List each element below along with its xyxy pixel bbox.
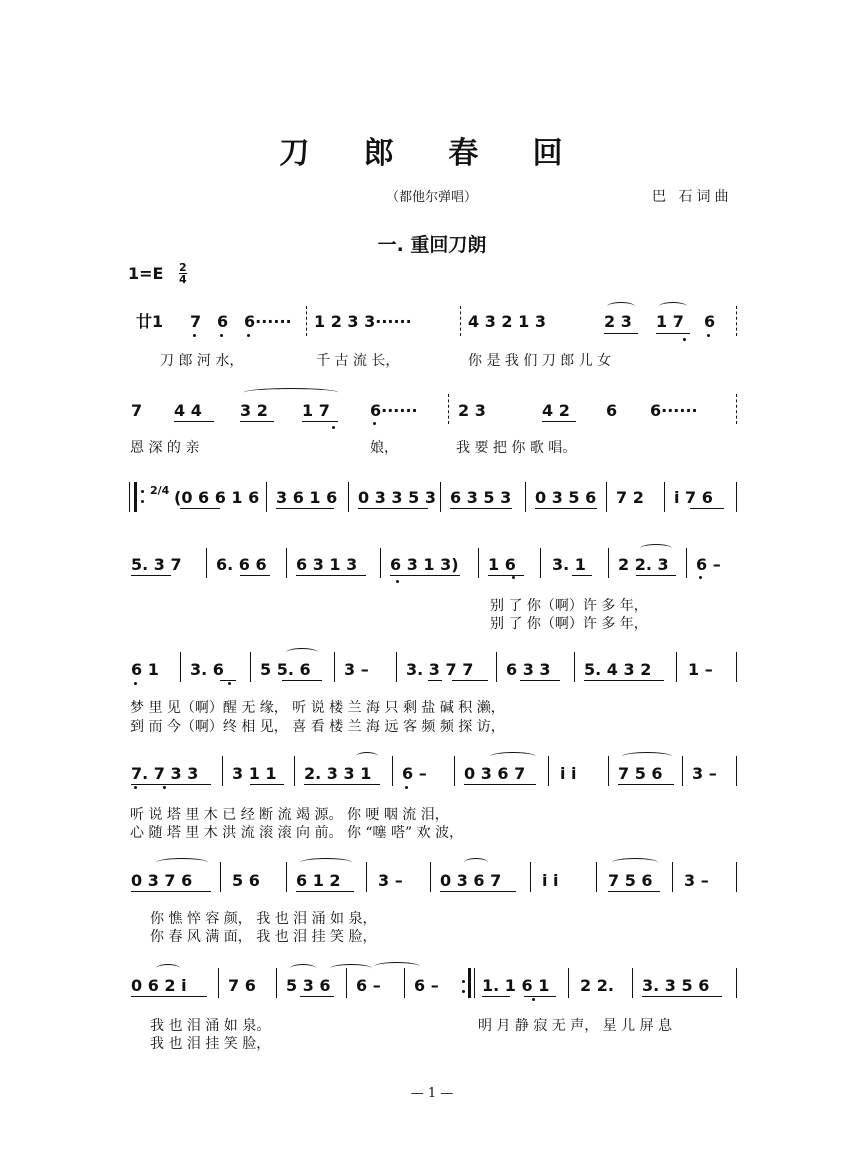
barline (540, 548, 541, 578)
slur (607, 302, 635, 311)
barline (348, 482, 349, 512)
underline (642, 996, 722, 997)
underline (240, 575, 270, 576)
lyric-line: 别 了 你（啊）许 多 年， (490, 598, 648, 614)
underline (572, 575, 592, 576)
note-group: 3. 6 (190, 660, 224, 679)
barline (454, 756, 455, 786)
barline (286, 862, 287, 892)
repeat-dot (141, 490, 144, 493)
barline (220, 862, 221, 892)
dashed-barline (306, 306, 307, 336)
repeat-dot (141, 500, 144, 503)
note-group: 7 5 6 (608, 871, 653, 890)
dashed-barline (736, 394, 737, 424)
barline (366, 862, 367, 892)
underline (464, 784, 536, 785)
note-group: 6 (704, 312, 716, 331)
note-group: 3. 1 (552, 555, 586, 574)
underline (302, 421, 338, 422)
barline (404, 968, 405, 998)
barline (664, 482, 665, 512)
time-signature-inline: 2/4 (150, 484, 170, 497)
note-group: 6 1 2 (296, 871, 341, 890)
note-group: 7 (190, 312, 202, 331)
dot (373, 422, 376, 425)
underline (240, 421, 274, 422)
note-group: i i (560, 764, 577, 783)
lyric-line: 心 随 塔 里 木 洪 流 滚 滚 向 前。 你 “噻 嗒” 欢 波， (130, 825, 464, 841)
barline (530, 862, 531, 892)
note-group: 6 – (414, 976, 439, 995)
barline (380, 548, 381, 578)
note-group: 6 3 1 3) (390, 555, 459, 574)
note-group: 5 5. 6 (260, 660, 311, 679)
repeat-dot (462, 980, 465, 983)
note-group: 3 – (684, 871, 709, 890)
lyric-line: 娘， (370, 440, 398, 456)
note-group: 0 3 5 6 (535, 488, 597, 507)
note-group: 2. 3 3 1 (304, 764, 372, 783)
barline (686, 548, 687, 578)
note-group: 0 3 7 6 (131, 871, 193, 890)
note-group: (0 6 6 1 6 (174, 488, 260, 507)
underline (131, 891, 211, 892)
underline (131, 996, 207, 997)
note-group: 6······ (650, 401, 698, 420)
barline (334, 652, 335, 682)
lyric-line: 刀 郎 河 水， (160, 353, 244, 369)
note-group: 5. 3 7 (131, 555, 182, 574)
note-group: 6······ (370, 401, 418, 420)
note-group: 1 7 (656, 312, 684, 331)
slur (464, 858, 488, 867)
lyric-line: 明 月 静 寂 无 声， 星 儿 屏 息 (478, 1018, 673, 1034)
note-group: 1 6 (488, 555, 516, 574)
lyric-line: 你 春 风 满 面， 我 也 泪 挂 笑 脸， (150, 929, 377, 945)
underline (482, 996, 510, 997)
underline (618, 784, 674, 785)
underline (131, 575, 171, 576)
slur (290, 964, 316, 973)
lyric-line: 听 说 塔 里 木 已 经 断 流 竭 源。 你 哽 咽 流 泪， (130, 807, 449, 823)
repeat-barline (468, 968, 471, 998)
lyric-line: 别 了 你（啊）许 多 年， (490, 616, 648, 632)
note-group: 6. 6 6 (216, 555, 267, 574)
note-group: 0 6 2 i (131, 976, 187, 995)
underline (276, 508, 334, 509)
note-group: 6 – (402, 764, 427, 783)
note-group: 3 2 (240, 401, 268, 420)
note-group: 3. 3 7 7 (406, 660, 474, 679)
underline (520, 680, 560, 681)
barline (218, 968, 219, 998)
note-group: 0 3 6 7 (440, 871, 502, 890)
note-group: 3 6 1 6 (276, 488, 338, 507)
barline (525, 482, 526, 512)
lyric-line: 我 要 把 你 歌 唱。 (456, 440, 577, 456)
barline (736, 968, 737, 998)
lyric-line: 恩 深 的 亲 (130, 440, 200, 456)
barline (736, 756, 737, 786)
barline (606, 482, 607, 512)
note-group: 6 – (696, 555, 721, 574)
barline (294, 756, 295, 786)
slur (286, 648, 318, 657)
barline (672, 862, 673, 892)
lyric-line: 千 古 流 长， (316, 353, 400, 369)
note-group: 3 1 1 (232, 764, 277, 783)
underline (450, 508, 512, 509)
dot (707, 334, 710, 337)
note-group: 6 1 (131, 660, 159, 679)
note-group: 6 3 3 (506, 660, 551, 679)
barline (632, 968, 633, 998)
note-group: 7 5 6 (618, 764, 663, 783)
slur (640, 544, 672, 553)
dot (683, 338, 686, 341)
barline (568, 968, 569, 998)
note-group: 1 – (688, 660, 713, 679)
section-title: 一. 重回刀朗 (377, 234, 487, 256)
underline (604, 333, 638, 334)
note-group: 5. 4 3 2 (584, 660, 652, 679)
time-signature-top: 2 (179, 261, 187, 274)
note-group: 5 6 (232, 871, 260, 890)
barline (736, 652, 737, 682)
barline (266, 482, 267, 512)
lyric-line: 你 憔 悴 容 颜， 我 也 泪 涌 如 泉， (150, 911, 377, 927)
barline (286, 548, 287, 578)
barline (430, 862, 431, 892)
note-group: 5 3 6 (286, 976, 331, 995)
page-title: 刀 郎 春 回 (279, 136, 585, 171)
underline (524, 996, 556, 997)
underline (542, 421, 576, 422)
barline (596, 862, 597, 892)
note-group: 4 2 (542, 401, 570, 420)
barline (548, 756, 549, 786)
note-group: 3 – (344, 660, 369, 679)
subtitle: （都他尔弹唱） (386, 190, 478, 205)
note-group: 4 3 2 1 3 (468, 312, 546, 331)
barline (736, 482, 737, 512)
note-group: 0 3 6 7 (464, 764, 526, 783)
repeat-barline (134, 482, 137, 512)
underline (296, 575, 366, 576)
repeat-barline (474, 968, 475, 998)
underline (131, 784, 211, 785)
note-group: 2 2. 3 (618, 555, 669, 574)
slur (356, 752, 378, 761)
barline (250, 652, 251, 682)
underline (488, 575, 524, 576)
note-group: 2 2. (580, 976, 614, 995)
slur (300, 858, 352, 867)
barline (608, 756, 609, 786)
underline (428, 680, 442, 681)
page-number: — 1 — (410, 1086, 454, 1101)
slur (330, 964, 372, 973)
note-group: 6 – (356, 976, 381, 995)
barline (396, 652, 397, 682)
underline (452, 680, 488, 681)
note-group: 4 4 (174, 401, 202, 420)
lyric-line: 你 是 我 们 刀 郎 儿 女 (468, 353, 612, 369)
underline (282, 680, 322, 681)
time-signature (179, 262, 187, 285)
barline (676, 652, 677, 682)
author-credit: 巴 石词曲 (652, 189, 733, 205)
barline (440, 482, 441, 512)
underline (220, 680, 236, 681)
dot (220, 334, 223, 337)
slur (374, 962, 420, 971)
underline (250, 784, 284, 785)
dot (532, 998, 535, 1001)
barline (392, 756, 393, 786)
underline (690, 508, 724, 509)
note-group: 3 – (692, 764, 717, 783)
underline (300, 996, 334, 997)
dot (512, 576, 515, 579)
dot (134, 786, 137, 789)
dashed-barline (736, 306, 737, 336)
underline (608, 891, 660, 892)
note-group: 6 (217, 312, 229, 331)
lyric-line: 到 而 今（啊）终 相 见， 喜 看 楼 兰 海 远 客 频 频 探 访， (130, 719, 505, 735)
note-group: i 7 6 (674, 488, 713, 507)
note-group: 2 3 (604, 312, 632, 331)
slur (622, 752, 672, 761)
note-group: 3. 3 5 6 (642, 976, 710, 995)
underline (358, 508, 428, 509)
slur (490, 752, 536, 761)
dot (228, 682, 231, 685)
note-group: 2 3 (458, 401, 486, 420)
underline (440, 891, 516, 892)
barline (206, 548, 207, 578)
underline (636, 575, 676, 576)
underline (180, 508, 220, 509)
dot (699, 576, 702, 579)
note-group: 7 (131, 401, 143, 420)
underline (296, 891, 354, 892)
barline (736, 862, 737, 892)
lyric-line: 我 也 泪 挂 笑 脸， (150, 1036, 271, 1052)
slur (156, 964, 180, 973)
note-group: 6······ (244, 312, 292, 331)
dashed-barline (460, 306, 461, 336)
note-group: 1 2 3 3······ (314, 312, 412, 331)
lyric-line: 我 也 泪 涌 如 泉。 (150, 1018, 271, 1034)
note-group: 1. 1 6 1 (482, 976, 550, 995)
note-group: 3 – (378, 871, 403, 890)
underline (174, 421, 214, 422)
repeat-barline (129, 482, 130, 512)
note-group: 廿1 (136, 312, 164, 331)
note-group: 7 2 (616, 488, 644, 507)
note-group: 0 3 3 5 3 (358, 488, 436, 507)
dot (396, 580, 399, 583)
lyric-line: 梦 里 见（啊）醒 无 缘， 听 说 楼 兰 海 只 剩 盐 碱 积 濑， (130, 700, 505, 716)
barline (222, 756, 223, 786)
dot (134, 682, 137, 685)
time-signature-bottom: 4 (179, 273, 187, 286)
note-group: 6 (606, 401, 618, 420)
barline (574, 652, 575, 682)
dot (193, 334, 196, 337)
slur (156, 858, 208, 867)
note-group: 7 6 (228, 976, 256, 995)
key-signature: 1=E (128, 264, 164, 283)
slur (612, 858, 658, 867)
dot (405, 786, 408, 789)
dot (163, 786, 166, 789)
slur (244, 388, 338, 397)
dot (332, 426, 335, 429)
note-group: 6 3 5 3 (450, 488, 512, 507)
underline (656, 333, 690, 334)
underline (535, 508, 597, 509)
barline (608, 548, 609, 578)
dot (247, 334, 250, 337)
note-group: i i (542, 871, 559, 890)
note-group: 6 3 1 3 (296, 555, 358, 574)
barline (180, 652, 181, 682)
slur (659, 302, 687, 311)
repeat-dot (462, 990, 465, 993)
dashed-barline (448, 394, 449, 424)
barline (682, 756, 683, 786)
barline (478, 548, 479, 578)
note-group: 7. 7 3 3 (131, 764, 199, 783)
underline (390, 575, 460, 576)
underline (304, 784, 380, 785)
barline (276, 968, 277, 998)
barline (496, 652, 497, 682)
underline (584, 680, 664, 681)
note-group: 1 7 (302, 401, 330, 420)
